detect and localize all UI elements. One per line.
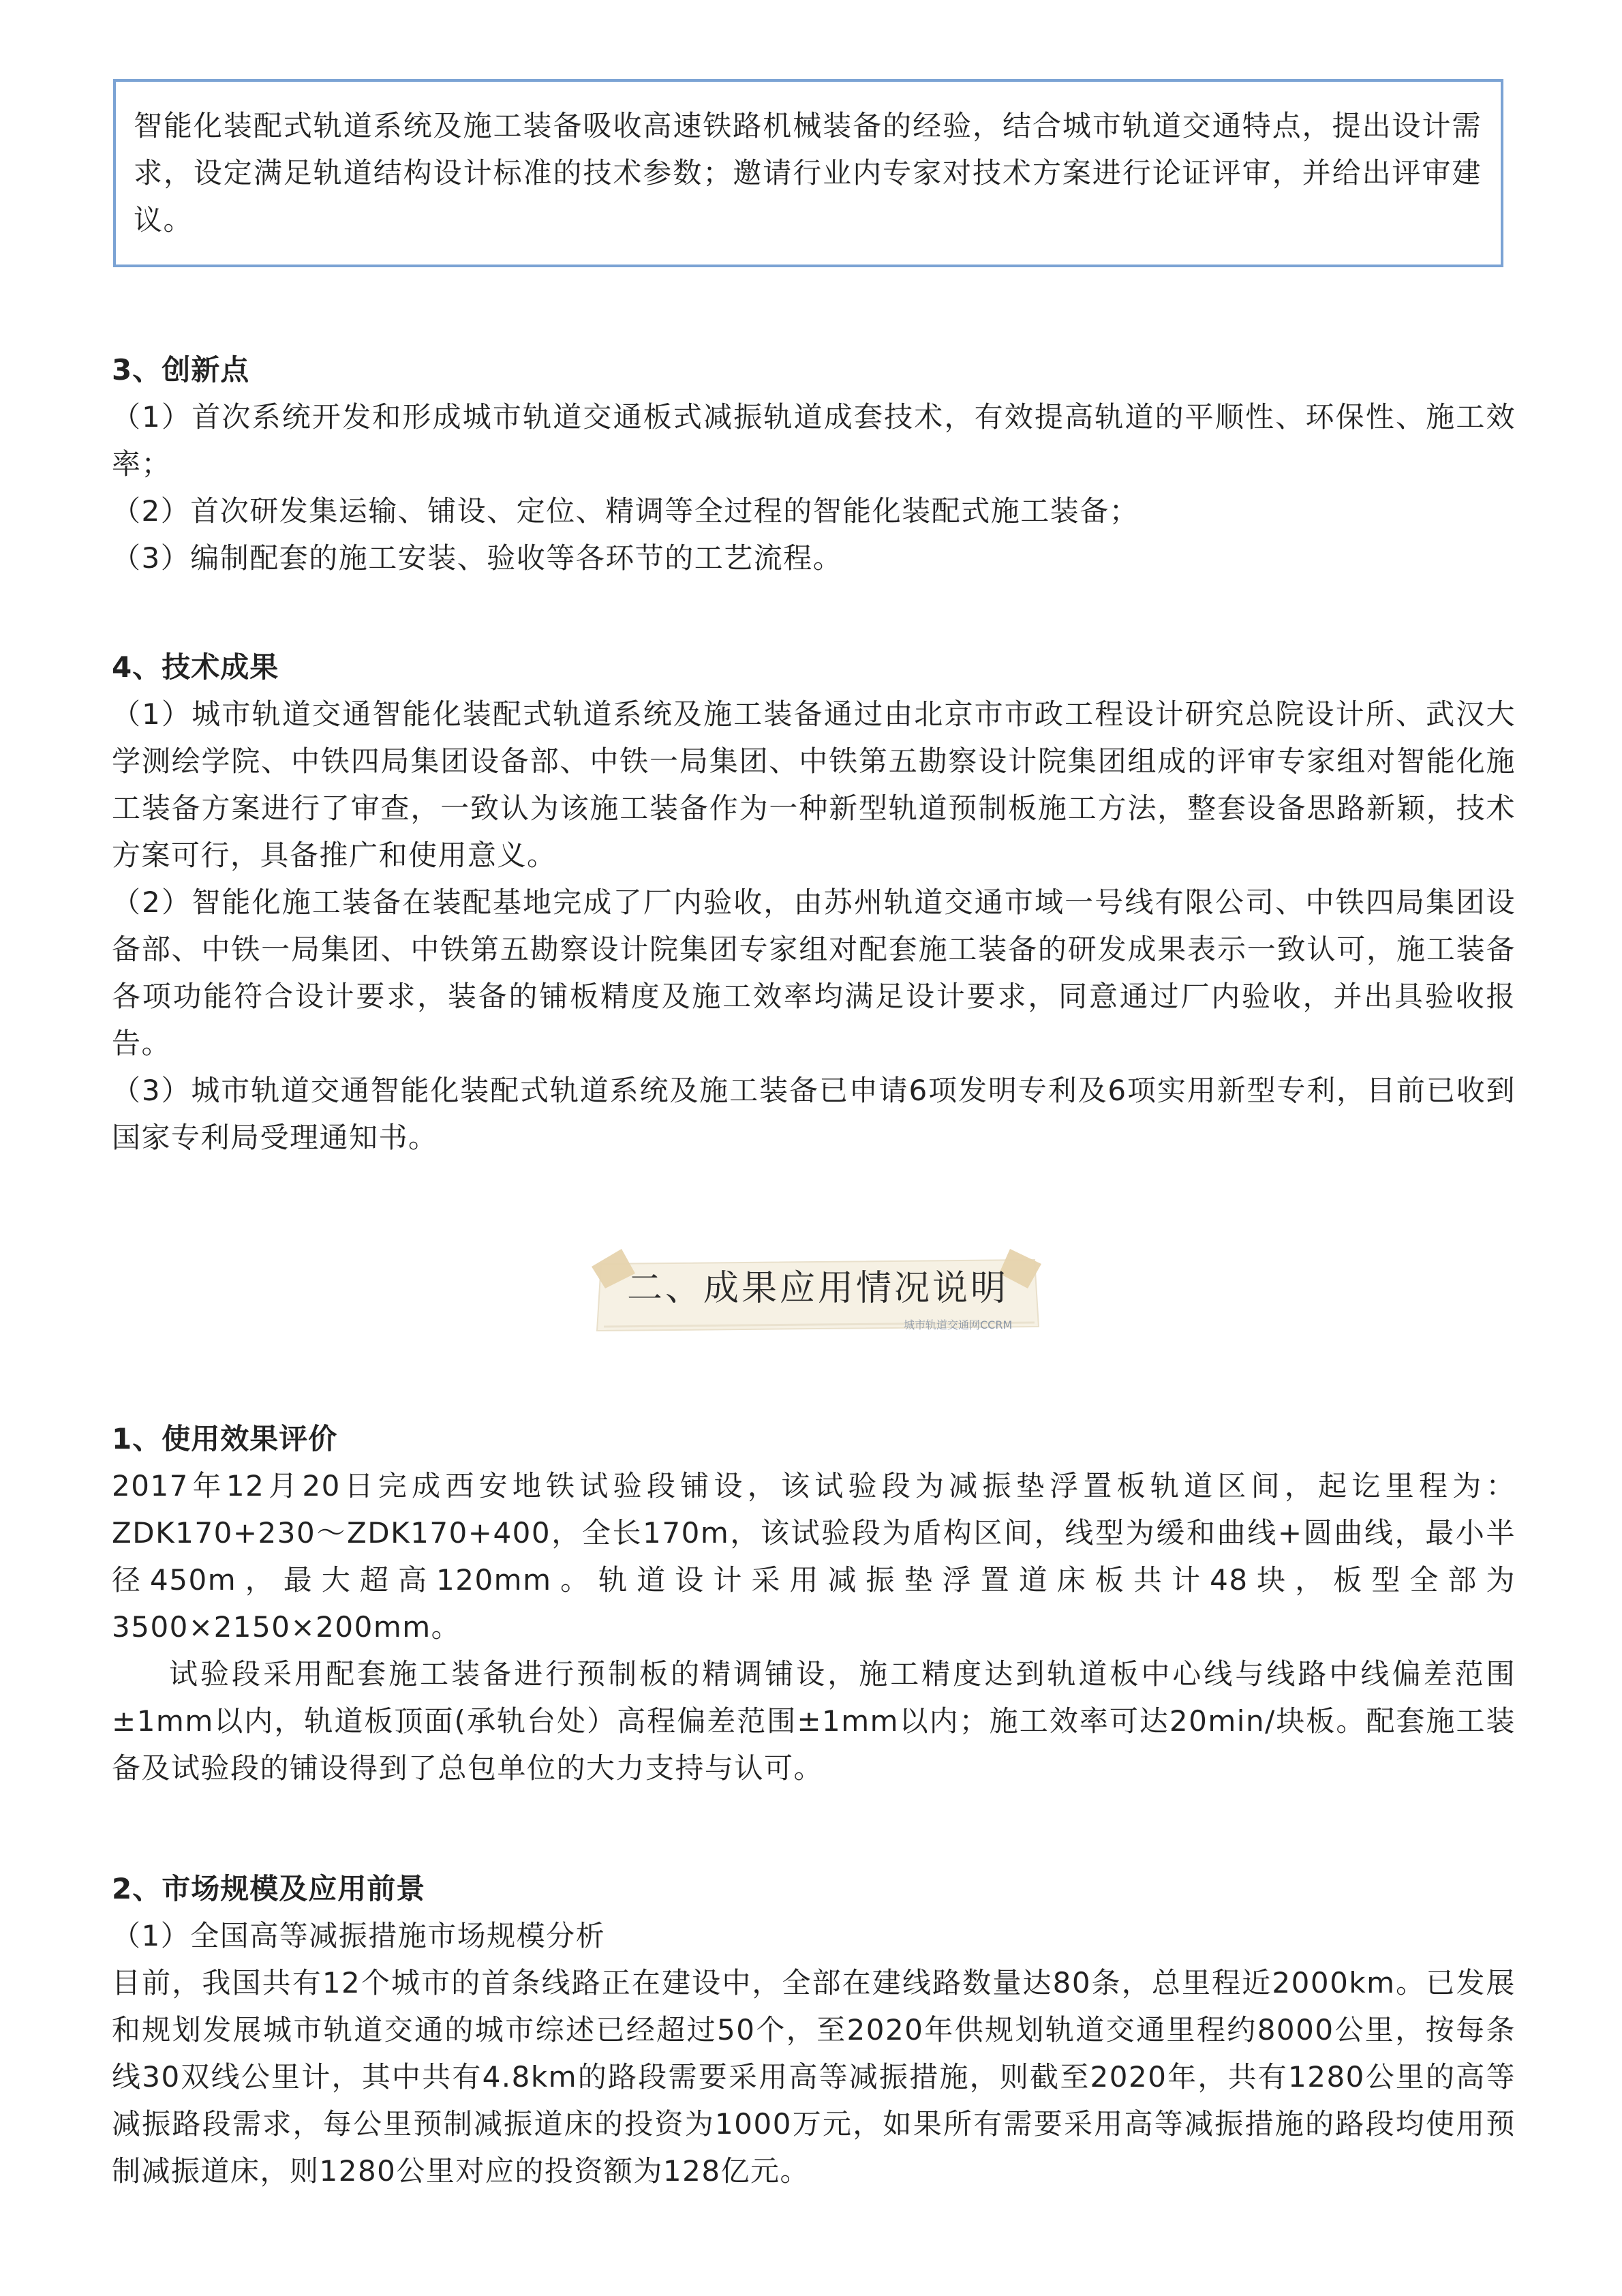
achievements-item-1: （1）城市轨道交通智能化装配式轨道系统及施工装备通过由北京市市政工程设计研究总院设计所、武汉大学测绘学院、中铁四局集团设备部、中铁一局集团、中铁第五勘察设计院集团组成的评审专家组对智能化施工装备方案进行了审查，一致认为该施工装备作为一种新型轨道预制板施工方法，整套设备思路新颖，技术方案可行，具备推广和使用意义。 — [112, 697, 1516, 872]
achievements-heading: 4、技术成果 — [112, 650, 279, 684]
section-market — [112, 1865, 1516, 2194]
market-subheading: （1）全国高等减振措施市场规模分析 — [112, 1919, 606, 1952]
section-evaluation — [112, 1415, 1516, 1792]
innovation-item-2: （2）首次研发集运输、铺设、定位、精调等全过程的智能化装配式施工装备； — [112, 494, 1139, 528]
banner-title: 二、成果应用情况说明 — [626, 1268, 1009, 1309]
section-achievements — [112, 644, 1516, 1161]
intro-box — [113, 79, 1503, 267]
market-heading: 2、市场规模及应用前景 — [112, 1872, 426, 1905]
evaluation-heading: 1、使用效果评价 — [112, 1422, 338, 1455]
achievements-item-2: （2）智能化施工装备在装配基地完成了厂内验收，由苏州轨道交通市域一号线有限公司、中铁四局集团设备部、中铁一局集团、中铁第五勘察设计院集团专家组对配套施工装备的研发成果表示一致认可，施工装备各项功能符合设计要求，装备的铺板精度及施工效率均满足设计要求，同意通过厂内验收，并出具验收报告。 — [112, 886, 1516, 1060]
market-paragraph: 目前，我国共有12个城市的首条线路正在建设中，全部在建线路数量达80条，总里程近2000km。已发展和规划发展城市轨道交通的城市综述已经超过50个，至2020年供规划轨道交通里程约8000公里，按每条线30双线公里计，其中共有4.8km的路段需要采用高等减振措施，则截至2020年，共有1280公里的高等减振路段需求，每公里预制减振道床的投资为1000万元，如果所有需要采用高等减振措施的路段均使用预制减振道床，则1280公里对应的投资额为128亿元。 — [112, 1966, 1516, 2188]
innovation-item-3: （3）编制配套的施工安装、验收等各环节的工艺流程。 — [112, 541, 843, 575]
innovation-item-1: （1）首次系统开发和形成城市轨道交通板式减振轨道成套技术，有效提高轨道的平顺性、环保性、施工效率； — [112, 400, 1516, 481]
section-banner — [592, 1246, 1044, 1343]
achievements-item-3: （3）城市轨道交通智能化装配式轨道系统及施工装备已申请6项发明专利及6项实用新型专利，目前已收到国家专利局受理通知书。 — [112, 1074, 1516, 1154]
evaluation-paragraph-1: 2017年12月20日完成西安地铁试验段铺设，该试验段为减振垫浮置板轨道区间，起讫里程为：ZDK170+230～ZDK170+400，全长170m，该试验段为盾构区间，线型为缓和曲线+圆曲线，最小半径450m，最大超高120mm。轨道设计采用减振垫浮置道床板共计48块，板型全部为3500×2150×200mm。 — [112, 1469, 1516, 1644]
intro-text: 智能化装配式轨道系统及施工装备吸收高速铁路机械装备的经验，结合城市轨道交通特点，提出设计需求，设定满足轨道结构设计标准的技术参数；邀请行业内专家对技术方案进行论证评审，并给出评审建议。 — [134, 109, 1482, 237]
evaluation-paragraph-2: 试验段采用配套施工装备进行预制板的精调铺设，施工精度达到轨道板中心线与线路中线偏差范围±1mm以内，轨道板顶面(承轨台处）高程偏差范围±1mm以内；施工效率可达20min/块板。配套施工装备及试验段的铺设得到了总包单位的大力支持与认可。 — [112, 1657, 1516, 1785]
watermark: 城市轨道交通网CCRM — [904, 1318, 1013, 1331]
innovation-heading: 3、创新点 — [112, 353, 250, 387]
section-innovation — [112, 346, 1516, 581]
